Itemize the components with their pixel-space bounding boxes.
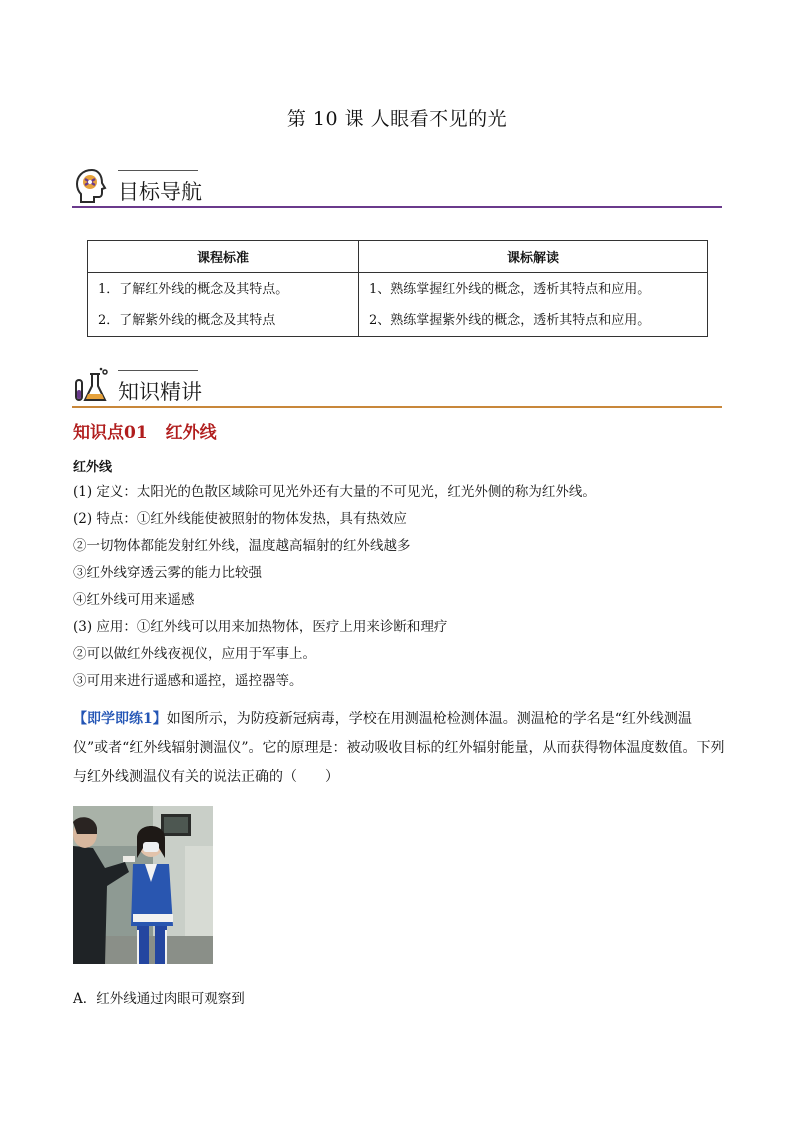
content-subheading: 红外线 <box>73 460 113 475</box>
table-header-standard: 课程标准 <box>88 241 359 273</box>
content-line-3: ②一切物体都能发射红外线，温度越高辐射的红外线越多 <box>73 538 411 554</box>
interpretation-item-2: 2、熟练掌握紫外线的概念，透析其特点和应用。 <box>369 313 651 328</box>
knowledge-point-title <box>73 418 235 443</box>
interpretation-item-1: 1、熟练掌握红外线的概念，透析其特点和应用。 <box>369 282 651 297</box>
section-goal-title: 目标导航 <box>118 180 202 204</box>
content-line-2: (2) 特点：①红外线能使被照射的物体发热，具有热效应 <box>73 511 407 527</box>
practice-text: 如图所示，为防疫新冠病毒，学校在用测温枪检测体温。测温枪的学名是“红外线测温仪”或者“红外线辐射测温仪”。它的原理是：被动吸收目标的红外辐射能量，从而获得物体温度数值。下列与红外线测温仪有关的说法正确的（ ） <box>73 711 725 785</box>
table-cell-interpretations <box>359 273 708 337</box>
table-row <box>88 273 708 337</box>
section-knowledge-underline <box>72 406 722 408</box>
lab-flask-icon <box>72 366 112 406</box>
standard-item-2: 2．了解紫外线的概念及其特点 <box>98 313 276 328</box>
table-cell-standards <box>88 273 359 337</box>
practice-question <box>73 705 725 792</box>
section-goal-header <box>72 166 722 210</box>
section-knowledge-header <box>72 366 722 410</box>
table-header-interpretation: 课标解读 <box>359 241 708 273</box>
section-goal-underline <box>72 206 722 208</box>
content-line-1: (1) 定义：太阳光的色散区域除可见光外还有大量的不可见光，红光外侧的称为红外线。 <box>73 484 596 500</box>
content-line-4: ③红外线穿透云雾的能力比较强 <box>73 565 262 581</box>
knowledge-point-name: 红外线 <box>165 423 217 443</box>
option-a: A．红外线通过肉眼可观察到 <box>73 991 245 1007</box>
knowledge-point-number: 知识点01 <box>73 423 148 443</box>
temperature-check-photo <box>73 806 213 964</box>
content-line-8: ③可用来进行遥感和遥控，遥控器等。 <box>73 673 303 689</box>
standard-item-1: 1．了解红外线的概念及其特点。 <box>98 282 289 297</box>
practice-tag: 【即学即练1】 <box>73 711 167 727</box>
section-knowledge-title: 知识精讲 <box>118 380 202 404</box>
content-line-6: (3) 应用：①红外线可以用来加热物体，医疗上用来诊断和理疗 <box>73 619 448 635</box>
table-header-row <box>88 241 708 273</box>
head-brain-icon <box>72 166 112 206</box>
goal-table <box>87 240 708 337</box>
content-line-5: ④红外线可用来遥感 <box>73 592 195 608</box>
page-title: 第 10 课 人眼看不见的光 <box>286 108 508 130</box>
content-line-7: ②可以做红外线夜视仪，应用于军事上。 <box>73 646 316 662</box>
